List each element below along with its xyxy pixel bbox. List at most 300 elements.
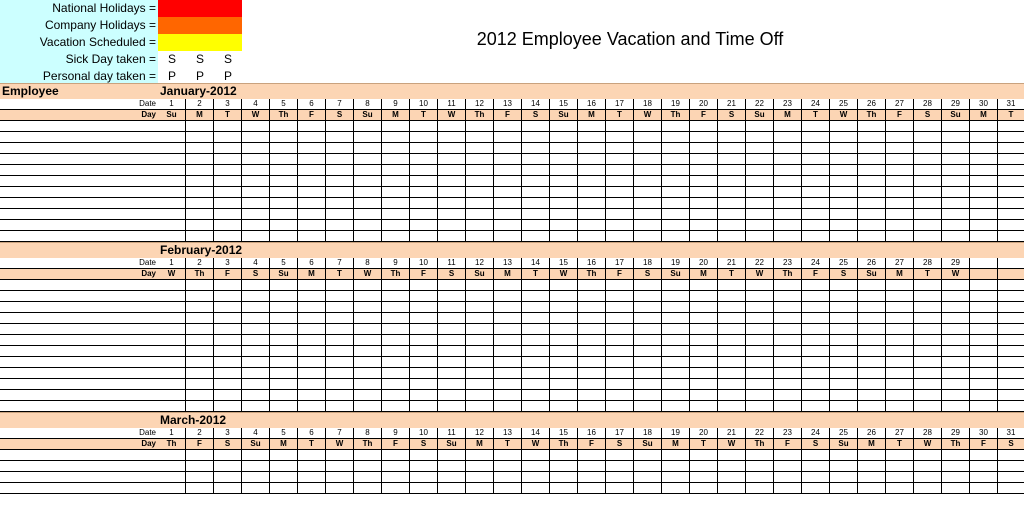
day-entry-cell[interactable]	[242, 313, 270, 324]
day-entry-cell[interactable]	[270, 401, 298, 412]
day-entry-cell[interactable]	[550, 143, 578, 154]
day-entry-cell[interactable]	[550, 121, 578, 132]
day-entry-cell[interactable]	[662, 483, 690, 494]
day-entry-cell[interactable]	[942, 357, 970, 368]
day-entry-cell[interactable]	[298, 379, 326, 390]
day-entry-cell[interactable]	[382, 483, 410, 494]
day-entry-cell[interactable]	[606, 176, 634, 187]
day-entry-cell[interactable]	[858, 187, 886, 198]
day-entry-cell[interactable]	[158, 176, 186, 187]
day-entry-cell[interactable]	[186, 313, 214, 324]
day-entry-cell[interactable]	[970, 121, 998, 132]
day-entry-cell[interactable]	[438, 346, 466, 357]
employee-name-cell[interactable]	[0, 379, 158, 390]
day-entry-cell[interactable]	[718, 280, 746, 291]
day-entry-cell[interactable]	[746, 187, 774, 198]
employee-name-cell[interactable]	[0, 324, 158, 335]
day-entry-cell[interactable]	[326, 143, 354, 154]
day-entry-cell[interactable]	[662, 401, 690, 412]
day-entry-cell[interactable]	[214, 483, 242, 494]
day-entry-cell[interactable]	[942, 220, 970, 231]
day-entry-cell[interactable]	[186, 176, 214, 187]
day-entry-cell[interactable]	[774, 335, 802, 346]
day-entry-cell[interactable]	[802, 379, 830, 390]
day-entry-cell[interactable]	[662, 198, 690, 209]
day-entry-cell[interactable]	[858, 198, 886, 209]
employee-name-cell[interactable]	[0, 165, 158, 176]
day-entry-cell[interactable]	[494, 324, 522, 335]
day-entry-cell[interactable]	[830, 143, 858, 154]
day-entry-cell[interactable]	[858, 483, 886, 494]
day-entry-cell[interactable]	[578, 483, 606, 494]
day-entry-cell[interactable]	[858, 450, 886, 461]
day-entry-cell[interactable]	[746, 280, 774, 291]
day-entry-cell[interactable]	[550, 280, 578, 291]
day-entry-cell[interactable]	[494, 220, 522, 231]
day-entry-cell[interactable]	[718, 390, 746, 401]
day-entry-cell[interactable]	[522, 401, 550, 412]
day-entry-cell[interactable]	[270, 154, 298, 165]
day-entry-cell[interactable]	[690, 368, 718, 379]
day-entry-cell[interactable]	[186, 154, 214, 165]
day-entry-cell[interactable]	[214, 165, 242, 176]
day-entry-cell[interactable]	[718, 472, 746, 483]
day-entry-cell[interactable]	[382, 450, 410, 461]
day-entry-cell[interactable]	[578, 368, 606, 379]
day-entry-cell[interactable]	[214, 121, 242, 132]
day-entry-cell[interactable]	[802, 176, 830, 187]
employee-name-cell[interactable]	[0, 176, 158, 187]
day-entry-cell[interactable]	[326, 472, 354, 483]
day-entry-cell[interactable]	[242, 483, 270, 494]
day-entry-cell[interactable]	[578, 346, 606, 357]
day-entry-cell[interactable]	[578, 472, 606, 483]
day-entry-cell[interactable]	[886, 357, 914, 368]
day-entry-cell[interactable]	[830, 390, 858, 401]
day-entry-cell[interactable]	[718, 143, 746, 154]
day-entry-cell[interactable]	[662, 346, 690, 357]
day-entry-cell[interactable]	[158, 401, 186, 412]
day-entry-cell[interactable]	[634, 346, 662, 357]
day-entry-cell[interactable]	[970, 357, 998, 368]
day-entry-cell[interactable]	[466, 346, 494, 357]
day-entry-cell[interactable]	[830, 176, 858, 187]
day-entry-cell[interactable]	[746, 143, 774, 154]
day-entry-cell[interactable]	[242, 401, 270, 412]
employee-name-cell[interactable]	[0, 368, 158, 379]
day-entry-cell[interactable]	[466, 461, 494, 472]
day-entry-cell[interactable]	[158, 302, 186, 313]
day-entry-cell[interactable]	[774, 187, 802, 198]
day-entry-cell[interactable]	[382, 379, 410, 390]
day-entry-cell[interactable]	[634, 401, 662, 412]
day-entry-cell[interactable]	[354, 450, 382, 461]
day-entry-cell[interactable]	[410, 390, 438, 401]
day-entry-cell[interactable]	[550, 220, 578, 231]
day-entry-cell[interactable]	[382, 401, 410, 412]
day-entry-cell[interactable]	[550, 346, 578, 357]
day-entry-cell[interactable]	[662, 220, 690, 231]
day-entry-cell[interactable]	[298, 302, 326, 313]
day-entry-cell[interactable]	[354, 209, 382, 220]
day-entry-cell[interactable]	[270, 143, 298, 154]
day-entry-cell[interactable]	[914, 209, 942, 220]
day-entry-cell[interactable]	[578, 198, 606, 209]
day-entry-cell[interactable]	[886, 154, 914, 165]
day-entry-cell[interactable]	[270, 121, 298, 132]
employee-name-cell[interactable]	[0, 313, 158, 324]
day-entry-cell[interactable]	[382, 220, 410, 231]
day-entry-cell[interactable]	[158, 165, 186, 176]
day-entry-cell[interactable]	[802, 346, 830, 357]
day-entry-cell[interactable]	[438, 461, 466, 472]
day-entry-cell[interactable]	[326, 401, 354, 412]
day-entry-cell[interactable]	[410, 346, 438, 357]
day-entry-cell[interactable]	[466, 313, 494, 324]
day-entry-cell[interactable]	[606, 335, 634, 346]
day-entry-cell[interactable]	[466, 198, 494, 209]
day-entry-cell[interactable]	[298, 176, 326, 187]
day-entry-cell[interactable]	[438, 472, 466, 483]
day-entry-cell[interactable]	[522, 154, 550, 165]
day-entry-cell[interactable]	[886, 209, 914, 220]
day-entry-cell[interactable]	[578, 220, 606, 231]
day-entry-cell[interactable]	[802, 313, 830, 324]
day-entry-cell[interactable]	[438, 450, 466, 461]
day-entry-cell[interactable]	[242, 176, 270, 187]
day-entry-cell[interactable]	[186, 165, 214, 176]
day-entry-cell[interactable]	[466, 368, 494, 379]
day-entry-cell[interactable]	[466, 280, 494, 291]
day-entry-cell[interactable]	[410, 302, 438, 313]
day-entry-cell[interactable]	[242, 132, 270, 143]
day-entry-cell[interactable]	[550, 198, 578, 209]
day-entry-cell[interactable]	[158, 390, 186, 401]
day-entry-cell[interactable]	[326, 176, 354, 187]
day-entry-cell[interactable]	[746, 154, 774, 165]
day-entry-cell[interactable]	[802, 198, 830, 209]
day-entry-cell[interactable]	[634, 357, 662, 368]
day-entry-cell[interactable]	[662, 121, 690, 132]
day-entry-cell[interactable]	[606, 379, 634, 390]
day-entry-cell[interactable]	[718, 198, 746, 209]
day-entry-cell[interactable]	[606, 368, 634, 379]
day-entry-cell[interactable]	[718, 176, 746, 187]
day-entry-cell[interactable]	[466, 379, 494, 390]
day-entry-cell[interactable]	[326, 368, 354, 379]
day-entry-cell[interactable]	[690, 346, 718, 357]
day-entry-cell[interactable]	[522, 220, 550, 231]
day-entry-cell[interactable]	[830, 324, 858, 335]
day-entry-cell[interactable]	[158, 132, 186, 143]
day-entry-cell[interactable]	[242, 368, 270, 379]
day-entry-cell[interactable]	[270, 472, 298, 483]
day-entry-cell[interactable]	[774, 132, 802, 143]
day-entry-cell[interactable]	[746, 324, 774, 335]
day-entry-cell[interactable]	[802, 368, 830, 379]
day-entry-cell[interactable]	[690, 121, 718, 132]
day-entry-cell[interactable]	[970, 291, 998, 302]
day-entry-cell[interactable]	[242, 335, 270, 346]
day-entry-cell[interactable]	[998, 401, 1024, 412]
day-entry-cell[interactable]	[886, 483, 914, 494]
day-entry-cell[interactable]	[662, 390, 690, 401]
day-entry-cell[interactable]	[186, 198, 214, 209]
day-entry-cell[interactable]	[830, 187, 858, 198]
day-entry-cell[interactable]	[382, 176, 410, 187]
employee-name-cell[interactable]	[0, 357, 158, 368]
day-entry-cell[interactable]	[382, 280, 410, 291]
day-entry-cell[interactable]	[718, 335, 746, 346]
day-entry-cell[interactable]	[858, 346, 886, 357]
day-entry-cell[interactable]	[634, 280, 662, 291]
day-entry-cell[interactable]	[550, 379, 578, 390]
day-entry-cell[interactable]	[382, 324, 410, 335]
day-entry-cell[interactable]	[494, 461, 522, 472]
day-entry-cell[interactable]	[522, 209, 550, 220]
day-entry-cell[interactable]	[298, 209, 326, 220]
day-entry-cell[interactable]	[802, 231, 830, 242]
day-entry-cell[interactable]	[830, 368, 858, 379]
day-entry-cell[interactable]	[550, 357, 578, 368]
day-entry-cell[interactable]	[186, 121, 214, 132]
day-entry-cell[interactable]	[746, 165, 774, 176]
day-entry-cell[interactable]	[578, 209, 606, 220]
day-entry-cell[interactable]	[606, 291, 634, 302]
day-entry-cell[interactable]	[718, 379, 746, 390]
day-entry-cell[interactable]	[802, 483, 830, 494]
day-entry-cell[interactable]	[354, 313, 382, 324]
day-entry-cell[interactable]	[606, 346, 634, 357]
day-entry-cell[interactable]	[774, 198, 802, 209]
day-entry-cell[interactable]	[522, 390, 550, 401]
day-entry-cell[interactable]	[466, 401, 494, 412]
day-entry-cell[interactable]	[438, 390, 466, 401]
day-entry-cell[interactable]	[158, 187, 186, 198]
day-entry-cell[interactable]	[410, 357, 438, 368]
day-entry-cell[interactable]	[774, 165, 802, 176]
day-entry-cell[interactable]	[158, 472, 186, 483]
day-entry-cell[interactable]	[942, 132, 970, 143]
day-entry-cell[interactable]	[354, 220, 382, 231]
day-entry-cell[interactable]	[494, 187, 522, 198]
day-entry-cell[interactable]	[326, 450, 354, 461]
day-entry-cell[interactable]	[158, 291, 186, 302]
day-entry-cell[interactable]	[466, 291, 494, 302]
day-entry-cell[interactable]	[494, 335, 522, 346]
day-entry-cell[interactable]	[886, 121, 914, 132]
day-entry-cell[interactable]	[522, 143, 550, 154]
day-entry-cell[interactable]	[914, 198, 942, 209]
day-entry-cell[interactable]	[970, 198, 998, 209]
day-entry-cell[interactable]	[998, 165, 1024, 176]
day-entry-cell[interactable]	[746, 313, 774, 324]
day-entry-cell[interactable]	[802, 357, 830, 368]
day-entry-cell[interactable]	[942, 187, 970, 198]
day-entry-cell[interactable]	[886, 401, 914, 412]
day-entry-cell[interactable]	[158, 313, 186, 324]
day-entry-cell[interactable]	[662, 231, 690, 242]
day-entry-cell[interactable]	[914, 324, 942, 335]
day-entry-cell[interactable]	[718, 154, 746, 165]
day-entry-cell[interactable]	[270, 450, 298, 461]
day-entry-cell[interactable]	[774, 154, 802, 165]
day-entry-cell[interactable]	[298, 280, 326, 291]
day-entry-cell[interactable]	[298, 357, 326, 368]
day-entry-cell[interactable]	[466, 483, 494, 494]
day-entry-cell[interactable]	[606, 357, 634, 368]
day-entry-cell[interactable]	[942, 324, 970, 335]
day-entry-cell[interactable]	[466, 121, 494, 132]
day-entry-cell[interactable]	[270, 461, 298, 472]
day-entry-cell[interactable]	[970, 401, 998, 412]
day-entry-cell[interactable]	[802, 165, 830, 176]
day-entry-cell[interactable]	[858, 324, 886, 335]
employee-name-cell[interactable]	[0, 346, 158, 357]
day-entry-cell[interactable]	[438, 302, 466, 313]
day-entry-cell[interactable]	[634, 198, 662, 209]
day-entry-cell[interactable]	[886, 379, 914, 390]
day-entry-cell[interactable]	[886, 220, 914, 231]
day-entry-cell[interactable]	[802, 132, 830, 143]
day-entry-cell[interactable]	[354, 472, 382, 483]
day-entry-cell[interactable]	[578, 450, 606, 461]
day-entry-cell[interactable]	[550, 335, 578, 346]
day-entry-cell[interactable]	[270, 313, 298, 324]
day-entry-cell[interactable]	[914, 335, 942, 346]
day-entry-cell[interactable]	[410, 335, 438, 346]
day-entry-cell[interactable]	[214, 291, 242, 302]
day-entry-cell[interactable]	[914, 461, 942, 472]
day-entry-cell[interactable]	[410, 220, 438, 231]
day-entry-cell[interactable]	[970, 280, 998, 291]
day-entry-cell[interactable]	[746, 121, 774, 132]
day-entry-cell[interactable]	[410, 231, 438, 242]
day-entry-cell[interactable]	[998, 143, 1024, 154]
day-entry-cell[interactable]	[830, 280, 858, 291]
day-entry-cell[interactable]	[942, 461, 970, 472]
day-entry-cell[interactable]	[634, 132, 662, 143]
day-entry-cell[interactable]	[718, 165, 746, 176]
day-entry-cell[interactable]	[774, 357, 802, 368]
day-entry-cell[interactable]	[382, 461, 410, 472]
employee-name-cell[interactable]	[0, 220, 158, 231]
day-entry-cell[interactable]	[690, 472, 718, 483]
day-entry-cell[interactable]	[214, 280, 242, 291]
day-entry-cell[interactable]	[858, 231, 886, 242]
day-entry-cell[interactable]	[550, 450, 578, 461]
day-entry-cell[interactable]	[410, 450, 438, 461]
day-entry-cell[interactable]	[634, 313, 662, 324]
day-entry-cell[interactable]	[774, 143, 802, 154]
day-entry-cell[interactable]	[718, 132, 746, 143]
day-entry-cell[interactable]	[578, 302, 606, 313]
day-entry-cell[interactable]	[578, 335, 606, 346]
day-entry-cell[interactable]	[354, 357, 382, 368]
day-entry-cell[interactable]	[634, 165, 662, 176]
day-entry-cell[interactable]	[914, 143, 942, 154]
day-entry-cell[interactable]	[634, 483, 662, 494]
day-entry-cell[interactable]	[606, 461, 634, 472]
day-entry-cell[interactable]	[578, 176, 606, 187]
day-entry-cell[interactable]	[942, 154, 970, 165]
day-entry-cell[interactable]	[970, 176, 998, 187]
day-entry-cell[interactable]	[578, 291, 606, 302]
day-entry-cell[interactable]	[858, 209, 886, 220]
day-entry-cell[interactable]	[466, 132, 494, 143]
day-entry-cell[interactable]	[690, 132, 718, 143]
day-entry-cell[interactable]	[270, 209, 298, 220]
day-entry-cell[interactable]	[746, 401, 774, 412]
day-entry-cell[interactable]	[578, 461, 606, 472]
day-entry-cell[interactable]	[326, 198, 354, 209]
day-entry-cell[interactable]	[970, 450, 998, 461]
day-entry-cell[interactable]	[746, 379, 774, 390]
day-entry-cell[interactable]	[606, 143, 634, 154]
day-entry-cell[interactable]	[802, 461, 830, 472]
day-entry-cell[interactable]	[298, 198, 326, 209]
day-entry-cell[interactable]	[354, 335, 382, 346]
day-entry-cell[interactable]	[494, 143, 522, 154]
day-entry-cell[interactable]	[886, 231, 914, 242]
day-entry-cell[interactable]	[774, 472, 802, 483]
day-entry-cell[interactable]	[858, 379, 886, 390]
day-entry-cell[interactable]	[410, 165, 438, 176]
day-entry-cell[interactable]	[718, 483, 746, 494]
day-entry-cell[interactable]	[830, 231, 858, 242]
day-entry-cell[interactable]	[522, 165, 550, 176]
day-entry-cell[interactable]	[550, 472, 578, 483]
day-entry-cell[interactable]	[326, 379, 354, 390]
day-entry-cell[interactable]	[886, 324, 914, 335]
day-entry-cell[interactable]	[158, 357, 186, 368]
day-entry-cell[interactable]	[774, 121, 802, 132]
day-entry-cell[interactable]	[270, 176, 298, 187]
day-entry-cell[interactable]	[466, 357, 494, 368]
day-entry-cell[interactable]	[690, 461, 718, 472]
day-entry-cell[interactable]	[410, 143, 438, 154]
day-entry-cell[interactable]	[774, 231, 802, 242]
day-entry-cell[interactable]	[186, 346, 214, 357]
day-entry-cell[interactable]	[942, 313, 970, 324]
day-entry-cell[interactable]	[522, 346, 550, 357]
day-entry-cell[interactable]	[438, 187, 466, 198]
day-entry-cell[interactable]	[466, 154, 494, 165]
day-entry-cell[interactable]	[354, 198, 382, 209]
day-entry-cell[interactable]	[550, 209, 578, 220]
day-entry-cell[interactable]	[550, 132, 578, 143]
day-entry-cell[interactable]	[382, 121, 410, 132]
day-entry-cell[interactable]	[242, 121, 270, 132]
day-entry-cell[interactable]	[158, 198, 186, 209]
day-entry-cell[interactable]	[830, 379, 858, 390]
day-entry-cell[interactable]	[410, 280, 438, 291]
day-entry-cell[interactable]	[214, 357, 242, 368]
day-entry-cell[interactable]	[662, 324, 690, 335]
day-entry-cell[interactable]	[354, 324, 382, 335]
day-entry-cell[interactable]	[550, 291, 578, 302]
day-entry-cell[interactable]	[438, 401, 466, 412]
day-entry-cell[interactable]	[214, 450, 242, 461]
day-entry-cell[interactable]	[242, 154, 270, 165]
day-entry-cell[interactable]	[410, 176, 438, 187]
day-entry-cell[interactable]	[186, 335, 214, 346]
day-entry-cell[interactable]	[354, 187, 382, 198]
day-entry-cell[interactable]	[746, 357, 774, 368]
day-entry-cell[interactable]	[326, 220, 354, 231]
day-entry-cell[interactable]	[774, 291, 802, 302]
day-entry-cell[interactable]	[802, 280, 830, 291]
